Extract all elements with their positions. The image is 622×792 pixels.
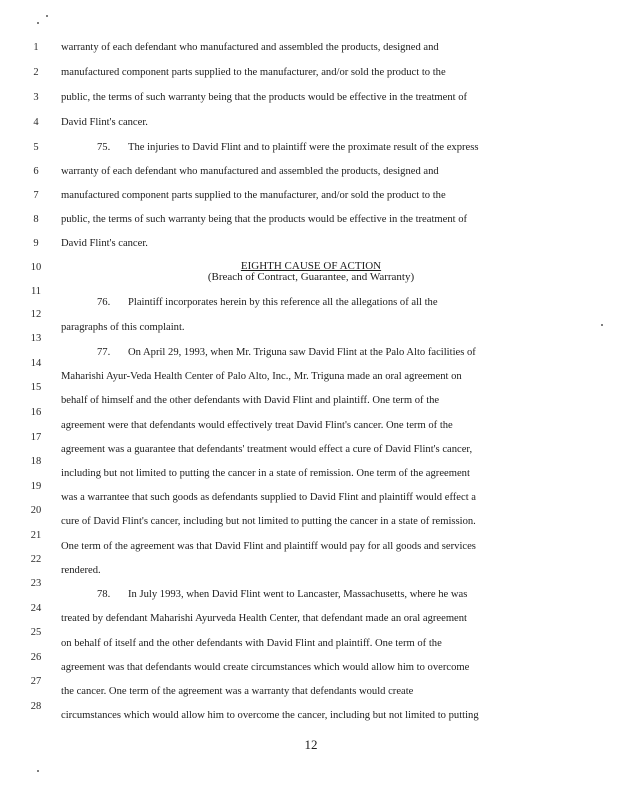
cause-of-action-heading: EIGHTH CAUSE OF ACTION [240, 260, 382, 272]
cause-of-action-subheading: (Breach of Contract, Guarantee, and Warranty) [207, 271, 415, 283]
text-line: cure of David Flint's cancer, including but not limited to putting the cancer in a state of remission. [61, 516, 476, 527]
text-line: agreement was a guarantee that defendants' treatment would effect a cure of David Flint's cancer, [61, 444, 473, 455]
paragraph-number: 78. [97, 589, 111, 600]
line-number: 5 [33, 142, 39, 153]
line-number: 19 [30, 481, 42, 492]
text-line: manufactured component parts supplied to the manufacturer, and/or sold the product to the [61, 190, 446, 201]
line-number: 2 [33, 67, 39, 78]
line-number: 24 [30, 603, 42, 614]
line-number: 3 [33, 92, 39, 103]
paragraph-number: 75. [97, 142, 111, 153]
line-number: 1 [33, 42, 39, 53]
line-number: 8 [33, 214, 39, 225]
text-line: public, the terms of such warranty being that the products would be effective in the treatment of [61, 92, 468, 103]
line-number: 23 [30, 578, 42, 589]
text-line: paragraphs of this complaint. [61, 322, 185, 333]
line-number: 12 [30, 309, 42, 320]
text-line: One term of the agreement was that David Flint and plaintiff would pay for all goods and services [61, 541, 476, 552]
line-number: 13 [30, 333, 42, 344]
line-number: 22 [30, 554, 42, 565]
text-line: manufactured component parts supplied to the manufacturer, and/or sold the product to the [61, 67, 446, 78]
line-number: 16 [30, 407, 42, 418]
text-line: David Flint's cancer. [61, 117, 148, 128]
scan-speck [37, 22, 39, 24]
line-number: 7 [33, 190, 39, 201]
line-number: 15 [30, 382, 42, 393]
text-line: Plaintiff incorporates herein by this reference all the allegations of all the [128, 297, 438, 308]
line-number: 11 [30, 286, 42, 297]
line-number: 27 [30, 676, 42, 687]
paragraph-number: 76. [97, 297, 111, 308]
scan-speck [46, 15, 48, 17]
line-number: 18 [30, 456, 42, 467]
line-number: 9 [33, 238, 39, 249]
text-line: agreement were that defendants would effectively treat David Flint's cancer. One term of the [61, 420, 453, 431]
line-number: 20 [30, 505, 42, 516]
page-number: 12 [304, 737, 318, 752]
text-line: including but not limited to putting the cancer in a state of remission. One term of the agreement [61, 468, 470, 479]
line-number: 10 [30, 262, 42, 273]
text-line: rendered. [61, 565, 101, 576]
scan-speck [601, 324, 603, 326]
line-number: 14 [30, 358, 42, 369]
text-line: On April 29, 1993, when Mr. Triguna saw David Flint at the Palo Alto facilities of [128, 347, 476, 358]
line-number: 28 [30, 701, 42, 712]
line-number: 17 [30, 432, 42, 443]
text-line: David Flint's cancer. [61, 238, 148, 249]
line-number: 21 [30, 530, 42, 541]
text-line: the cancer. One term of the agreement was a warranty that defendants would create [61, 686, 414, 697]
text-line: was a warrantee that such goods as defendants supplied to David Flint and plaintiff would effect a [61, 492, 477, 503]
line-number: 4 [33, 117, 39, 128]
text-line: In July 1993, when David Flint went to Lancaster, Massachusetts, where he was [128, 589, 468, 600]
text-line: public, the terms of such warranty being that the products would be effective in the treatment of [61, 214, 468, 225]
text-line: The injuries to David Flint and to plaintiff were the proximate result of the express [128, 142, 479, 153]
text-line: treated by defendant Maharishi Ayurveda Health Center, that defendant made an oral agreement [61, 613, 467, 624]
scan-speck [37, 770, 39, 772]
paragraph-number: 77. [97, 347, 111, 358]
text-line: agreement was that defendants would create circumstances which would allow him to overcome [61, 662, 470, 673]
text-line: behalf of himself and the other defendants with David Flint and plaintiff. One term of the [61, 395, 440, 406]
text-line: Maharishi Ayur-Veda Health Center of Palo Alto, Inc., Mr. Triguna made an oral agreement on [61, 371, 462, 382]
text-line: circumstances which would allow him to overcome the cancer, including but not limited to putting [61, 710, 479, 721]
text-line: warranty of each defendant who manufactured and assembled the products, designed and [61, 166, 439, 177]
text-line: warranty of each defendant who manufactured and assembled the products, designed and [61, 42, 439, 53]
line-number: 6 [33, 166, 39, 177]
line-number: 25 [30, 627, 42, 638]
text-line: on behalf of itself and the other defendants with David Flint and plaintiff. One term of the [61, 638, 442, 649]
line-number: 26 [30, 652, 42, 663]
